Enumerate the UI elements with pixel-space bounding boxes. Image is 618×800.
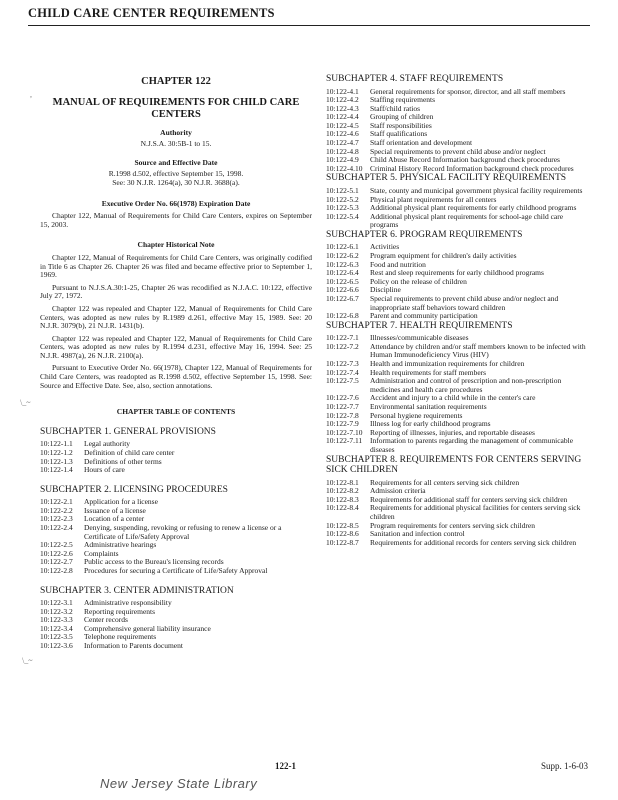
section-number: 10:122-7.10 xyxy=(326,427,363,437)
section-title: Illness log for early childhood programs xyxy=(370,419,491,429)
toc-entry xyxy=(326,165,588,174)
toc-entry xyxy=(326,252,588,261)
toc-heading: CHAPTER TABLE OF CONTENTS xyxy=(116,407,236,417)
section-title: Staff qualifications xyxy=(370,129,428,139)
section-title: Additional physical plant requirements for school-age child care programs xyxy=(370,211,564,230)
section-title: Discipline xyxy=(370,285,401,295)
section-title: Reporting of illnesses, injuries, and reportable diseases xyxy=(370,427,535,437)
toc-entry xyxy=(326,437,588,454)
toc-entry xyxy=(326,213,588,230)
toc-entry xyxy=(326,113,588,122)
section-number: 10:122-6.3 xyxy=(326,259,359,269)
section-number: 10:122-5.1 xyxy=(326,185,359,195)
subchapter-title: SUBCHAPTER 1. GENERAL PROVISIONS xyxy=(40,426,216,437)
toc-entry xyxy=(326,88,588,97)
history-paragraph: Pursuant to N.J.S.A.30:1-25, Chapter 26 was recodified as N.J.A.C. 10:122, effective July 27, 1972. xyxy=(40,282,312,301)
toc-entry xyxy=(40,524,312,541)
section-number: 10:122-3.5 xyxy=(40,632,73,642)
section-title: Additional physical plant requirements for early childhood programs xyxy=(370,203,577,213)
subchapter-block xyxy=(40,427,312,475)
section-number: 10:122-3.6 xyxy=(40,641,73,651)
section-title: Definition of child care center xyxy=(84,447,175,457)
section-number: 10:122-4.9 xyxy=(326,155,359,165)
section-title: Rest and sleep requirements for early childhood programs xyxy=(370,268,544,278)
section-title: Application for a license xyxy=(84,497,158,507)
margin-tick: , xyxy=(30,90,32,99)
toc-entry xyxy=(326,539,588,548)
section-title: Information to parents regarding the management of communicable diseases xyxy=(370,436,574,454)
section-number: 10:122-6.6 xyxy=(326,285,359,295)
toc-entry xyxy=(326,504,588,521)
section-title: State, county and municipal government physical facility requirements xyxy=(370,185,583,195)
section-number: 10:122-1.1 xyxy=(40,439,73,449)
section-title: Attendance by children and/or staff members known to be infected with Human Immunodeficiency Virus (HIV) xyxy=(370,341,586,360)
section-number: 10:122-7.4 xyxy=(326,367,359,377)
section-number: 10:122-6.7 xyxy=(326,293,359,303)
toc-entry xyxy=(40,466,312,475)
section-number: 10:122-4.6 xyxy=(326,129,359,139)
section-number: 10:122-2.3 xyxy=(40,514,73,524)
section-number: 10:122-3.3 xyxy=(40,615,73,625)
section-title: Food and nutrition xyxy=(370,259,426,269)
section-number: 10:122-2.2 xyxy=(40,505,73,515)
section-number: 10:122-7.9 xyxy=(326,419,359,429)
section-title: Child Abuse Record Information background check procedures xyxy=(370,155,560,165)
section-title: Environmental sanitation requirements xyxy=(370,402,487,411)
section-number: 10:122-2.6 xyxy=(40,548,73,558)
toc-right xyxy=(326,74,588,547)
section-title: Public access to the Bureau's licensing records xyxy=(84,557,224,567)
history-paragraph: Chapter 122, Manual of Requirements for Child Care Centers, was originally codified in Title 6 as Chapter 26. Chapter 26 was filed and became effective prior to September 1, 1969. xyxy=(40,252,312,280)
section-number: 10:122-7.6 xyxy=(326,393,359,403)
toc-entry xyxy=(40,625,312,634)
toc-entry xyxy=(40,507,312,516)
section-title: Requirements for all centers serving sick children xyxy=(370,477,520,487)
section-number: 10:122-2.5 xyxy=(40,540,73,550)
section-title: Information to Parents document xyxy=(84,641,183,651)
section-number: 10:122-3.4 xyxy=(40,623,73,633)
section-number: 10:122-4.3 xyxy=(326,103,359,113)
history-notes xyxy=(40,254,312,390)
section-title: Complaints xyxy=(84,548,119,558)
section-title: Health and immunization requirements for children xyxy=(370,359,525,369)
section-title: Staffing requirements xyxy=(370,95,436,105)
header-rule xyxy=(28,25,590,26)
toc-entry xyxy=(326,295,588,312)
section-number: 10:122-8.1 xyxy=(326,477,359,487)
subchapter-title: SUBCHAPTER 2. LICENSING PROCEDURES xyxy=(40,484,228,495)
section-title: Staff orientation and development xyxy=(370,138,473,148)
toc-entry xyxy=(326,312,588,321)
toc-entry xyxy=(40,440,312,449)
section-number: 10:122-4.1 xyxy=(326,86,359,96)
authority-text: N.J.S.A. 30:5B-1 to 15. xyxy=(140,139,212,149)
section-title: Criminal History Record Information background check procedures xyxy=(370,163,574,173)
section-title: Accident and injury to a child while in the center's care xyxy=(370,393,536,403)
section-title: Activities xyxy=(370,242,400,252)
section-title: Denying, suspending, revoking or refusing to renew a license or a Certificate of Life/Safety Approval xyxy=(84,523,282,541)
section-title: Requirements for additional physical facilities for centers serving sick children xyxy=(370,503,581,521)
source-heading: Source and Effective Date xyxy=(134,157,218,167)
section-number: 10:122-7.1 xyxy=(326,333,359,343)
section-number: 10:122-4.5 xyxy=(326,120,359,130)
section-title: Comprehensive general liability insurance xyxy=(84,623,211,633)
subchapter-title: SUBCHAPTER 7. HEALTH REQUIREMENTS xyxy=(326,320,513,331)
section-number: 10:122-5.3 xyxy=(326,203,359,213)
toc-entry xyxy=(326,278,588,287)
page-number: 122-1 xyxy=(275,761,296,771)
section-title: Requirements for additional records for centers serving sick children xyxy=(370,537,577,547)
section-title: Location of a center xyxy=(84,514,145,524)
toc-entry xyxy=(326,343,588,360)
section-number: 10:122-2.4 xyxy=(40,523,73,532)
section-number: 10:122-4.8 xyxy=(326,146,359,156)
subchapter-title: SUBCHAPTER 5. PHYSICAL FACILITY REQUIREMENTS xyxy=(326,173,567,184)
section-title: Administrative hearings xyxy=(84,540,157,550)
subchapter-title: SUBCHAPTER 3. CENTER ADMINISTRATION xyxy=(40,585,234,596)
section-number: 10:122-5.2 xyxy=(326,194,359,204)
exec-order-heading: Executive Order No. 66(1978) Expiration Date xyxy=(101,198,251,208)
section-title: Special requirements to prevent child abuse and/or neglect and inappropriate staff behaviors toward children xyxy=(370,293,559,312)
section-title: Illnesses/communicable diseases xyxy=(370,333,469,343)
chapter-number: CHAPTER 122 xyxy=(141,76,211,87)
toc-entry xyxy=(40,449,312,458)
section-title: Sanitation and infection control xyxy=(370,529,465,539)
section-number: 10:122-2.8 xyxy=(40,565,73,575)
toc-entry xyxy=(326,96,588,105)
section-number: 10:122-8.2 xyxy=(326,486,359,496)
subchapter-block xyxy=(326,321,588,455)
right-column xyxy=(326,74,588,547)
section-number: 10:122-8.6 xyxy=(326,529,359,539)
section-title: Program requirements for centers serving sick children xyxy=(370,520,535,530)
section-title: Hours of care xyxy=(84,465,125,475)
history-paragraph: Pursuant to Executive Order No. 66(1978), Chapter 122, Manual of Requirements for Child Care Centers, was readopted as R.1998 d.502, effective September 15, 1998. See: Source and Effective Date. See, also, section annotations. xyxy=(40,363,312,390)
subchapter-block xyxy=(40,485,312,576)
section-title: Requirements for additional staff for centers serving sick children xyxy=(370,494,568,504)
section-title: Administrative responsibility xyxy=(84,598,172,608)
section-number: 10:122-7.7 xyxy=(326,402,359,411)
section-number: 10:122-1.4 xyxy=(40,465,73,475)
section-number: 10:122-8.7 xyxy=(326,537,359,547)
toc-entry xyxy=(40,498,312,507)
toc-entry xyxy=(326,122,588,131)
section-title: Legal authority xyxy=(84,439,131,449)
section-title: Health requirements for staff members xyxy=(370,367,487,377)
toc-entry xyxy=(40,567,312,576)
library-stamp: New Jersey State Library xyxy=(100,776,258,791)
exec-order-text: Chapter 122, Manual of Requirements for Child Care Centers, expires on September 15, 2003. xyxy=(40,211,312,229)
toc-entry xyxy=(40,458,312,467)
toc-entry xyxy=(40,642,312,651)
section-number: 10:122-6.5 xyxy=(326,276,359,286)
section-title: General requirements for sponsor, director, and all staff members xyxy=(370,86,566,96)
toc-entry xyxy=(40,541,312,550)
section-number: 10:122-6.2 xyxy=(326,251,359,260)
section-number: 10:122-5.4 xyxy=(326,211,359,221)
section-number: 10:122-4.2 xyxy=(326,95,359,105)
section-title: Issuance of a license xyxy=(84,505,146,515)
subchapter-title: SUBCHAPTER 6. PROGRAM REQUIREMENTS xyxy=(326,229,523,240)
history-heading: Chapter Historical Note xyxy=(137,240,215,250)
section-title: Policy on the release of children xyxy=(370,276,467,286)
section-number: 10:122-2.1 xyxy=(40,497,73,507)
section-number: 10:122-7.8 xyxy=(326,410,359,420)
toc-entry xyxy=(326,377,588,394)
toc-entry xyxy=(326,105,588,114)
section-title: Personal hygiene requirements xyxy=(370,410,463,420)
section-number: 10:122-6.4 xyxy=(326,268,359,278)
toc-entry xyxy=(40,608,312,617)
margin-bracket: \_~ xyxy=(20,398,31,407)
subchapter-block xyxy=(326,230,588,321)
margin-bracket: \_~ xyxy=(22,656,33,665)
source-line-1: R.1998 d.502, effective September 15, 1998. xyxy=(108,169,244,179)
section-title: Parent and community participation xyxy=(370,311,478,321)
section-title: Special requirements to prevent child abuse and/or neglect xyxy=(370,146,546,156)
section-title: Admission criteria xyxy=(370,486,426,496)
section-number: 10:122-7.5 xyxy=(326,376,359,386)
supplement-date: Supp. 1-6-03 xyxy=(541,761,588,771)
section-title: Center records xyxy=(84,615,128,625)
section-number: 10:122-3.1 xyxy=(40,598,73,608)
section-number: 10:122-3.2 xyxy=(40,606,73,616)
subchapter-title: SUBCHAPTER 4. STAFF REQUIREMENTS xyxy=(326,74,504,84)
source-line-2: See: 30 N.J.R. 1264(a), 30 N.J.R. 3688(a). xyxy=(112,177,240,187)
section-number: 10:122-6.1 xyxy=(326,242,359,252)
history-paragraph: Chapter 122 was repealed and Chapter 122, Manual of Requirements for Child Care Centers, was adopted as new rules by R.1994 d.231, effective May 16, 1994. See: 25 N.J.R. 4987(a), 26 N.J.R. 2100(a). xyxy=(40,333,312,360)
subchapter-block xyxy=(326,173,588,229)
section-number: 10:122-8.5 xyxy=(326,520,359,530)
subchapter-block xyxy=(326,74,588,173)
subchapter-block xyxy=(40,586,312,651)
section-title: Procedures for securing a Certificate of Life/Safety Approval xyxy=(84,565,268,575)
section-title: Grouping of children xyxy=(370,112,434,122)
toc-entry xyxy=(40,599,312,608)
history-paragraph: Chapter 122 was repealed and Chapter 122, Manual of Requirements for Child Care Centers, was adopted as new rules by R.1989 d.261, effective May 15, 1989. See: 20 N.J.R. 3079(b), 21 N.J.R. 1431(b). xyxy=(40,303,312,331)
section-title: Staff/child ratios xyxy=(370,103,421,113)
section-title: Staff responsibilities xyxy=(370,120,432,130)
section-number: 10:122-4.10 xyxy=(326,163,363,173)
authority-heading: Authority xyxy=(160,127,192,137)
section-number: 10:122-8.3 xyxy=(326,494,359,504)
section-number: 10:122-1.2 xyxy=(40,447,73,457)
section-number: 10:122-7.3 xyxy=(326,359,359,369)
subchapter-block xyxy=(326,455,588,548)
section-title: Program equipment for children's daily activities xyxy=(370,251,517,260)
section-title: Administration and control of prescription and non-prescription medicines and health care procedures xyxy=(370,376,562,394)
section-title: Telephone requirements xyxy=(84,632,157,642)
section-number: 10:122-4.7 xyxy=(326,138,359,148)
left-column xyxy=(40,72,312,651)
section-number: 10:122-8.4 xyxy=(326,503,359,513)
toc-entry xyxy=(326,479,588,488)
chapter-title: MANUAL OF REQUIREMENTS FOR CHILD CARE CENTERS xyxy=(52,96,300,120)
section-number: 10:122-1.3 xyxy=(40,456,73,466)
section-number: 10:122-4.4 xyxy=(326,112,359,122)
section-title: Definitions of other terms xyxy=(84,456,162,466)
subchapter-title: SUBCHAPTER 8. REQUIREMENTS FOR CENTERS SERVING SICK CHILDREN xyxy=(326,454,582,476)
section-number: 10:122-2.7 xyxy=(40,557,73,567)
running-header: CHILD CARE CENTER REQUIREMENTS xyxy=(28,6,275,20)
section-title: Physical plant requirements for all centers xyxy=(370,194,497,204)
section-number: 10:122-6.8 xyxy=(326,311,359,321)
toc-left xyxy=(40,427,312,651)
section-number: 10:122-7.2 xyxy=(326,341,359,351)
section-title: Reporting requirements xyxy=(84,606,156,616)
section-number: 10:122-7.11 xyxy=(326,436,363,446)
